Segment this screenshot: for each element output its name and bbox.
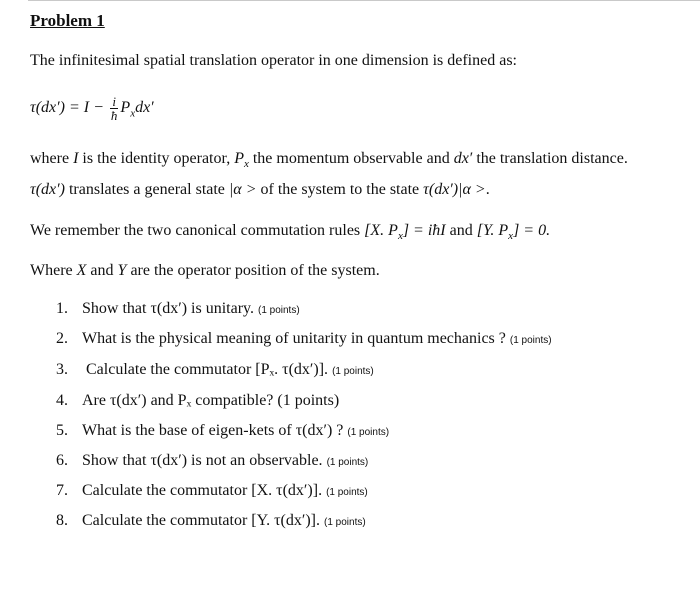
list-item <box>56 512 366 530</box>
list-item <box>56 330 552 348</box>
translates-text-b: translates a general state <box>64 181 229 198</box>
where-text-b: is the identity operator, <box>78 150 235 167</box>
item-number: 3. <box>56 361 68 378</box>
item-points: (1 points) <box>332 366 374 377</box>
problem-title: Problem 1 <box>30 11 105 30</box>
item-text: Calculate the commutator [Y. τ(dx′)]. <box>82 512 321 529</box>
item-points: (1 points) <box>326 457 369 468</box>
list-item <box>56 300 300 318</box>
item-number: 4. <box>56 392 68 409</box>
item-text: Calculate the commutator [Pₓ. τ(dx′)]. <box>82 361 329 378</box>
position-text-b: and <box>86 262 118 279</box>
item-text: Calculate the commutator [X. τ(dx′)]. <box>82 482 323 499</box>
state-ket: |α > <box>228 181 257 198</box>
item-text: Are τ(dx′) and Pₓ compatible? (1 points) <box>82 392 340 409</box>
list-item <box>56 361 374 379</box>
formula-rhs-tail: dx′ <box>135 99 154 117</box>
item-points: (1 points) <box>324 517 366 528</box>
intro-text: The infinitesimal spatial translation operator in one dimension is defined as: <box>30 52 517 69</box>
commutator-x: [X. P <box>364 222 398 239</box>
item-text: What is the base of eigen-kets of τ(dx′) ? <box>82 422 344 439</box>
where-text-a: where <box>30 150 74 167</box>
tau-symbol: τ(dx′) <box>30 181 65 198</box>
list-item <box>56 392 339 410</box>
where-line <box>30 150 628 170</box>
commutation-and: and <box>445 222 477 239</box>
formula-rhs: P <box>120 99 131 117</box>
item-points: (1 points) <box>509 335 552 346</box>
list-item <box>56 452 368 470</box>
item-text: What is the physical meaning of unitarity in quantum mechanics ? <box>82 330 506 347</box>
x-symbol: X <box>76 262 87 279</box>
where-text-d: the translation distance. <box>472 150 628 167</box>
formula-rhs-sub: x <box>130 107 136 120</box>
item-number: 1. <box>56 300 68 317</box>
commutator-y-result: ] = 0. <box>513 222 551 239</box>
list-item <box>56 482 368 500</box>
position-text-a: Where <box>30 262 77 279</box>
item-number: 8. <box>56 512 68 529</box>
y-symbol: Y <box>117 262 127 279</box>
translates-text-d: of the system to the state <box>256 181 424 198</box>
commutator-y: [Y. P <box>476 222 509 239</box>
top-rule <box>28 0 700 1</box>
item-number: 5. <box>56 422 68 439</box>
item-number: 2. <box>56 330 68 347</box>
translates-period: . <box>485 181 490 198</box>
position-text-c: are the operator position of the system. <box>126 262 380 279</box>
item-points: (1 points) <box>326 487 368 498</box>
translated-state: τ(dx′)|α > <box>423 181 486 198</box>
formula-frac-num: i <box>110 95 119 109</box>
momentum-symbol: P <box>234 150 244 167</box>
formula-fraction <box>110 95 119 122</box>
commutator-x-sub: x <box>397 230 403 243</box>
where-text-c: the momentum observable and <box>248 150 454 167</box>
item-number: 7. <box>56 482 68 499</box>
item-text: Show that τ(dx′) is not an observable. <box>82 452 323 469</box>
commutator-y-sub: x <box>508 230 514 243</box>
item-points: (1 points) <box>257 305 300 316</box>
item-number: 6. <box>56 452 68 469</box>
definition-formula <box>30 95 154 122</box>
item-text: Show that τ(dx′) is unitary. <box>82 300 254 317</box>
list-item <box>56 422 389 440</box>
momentum-sub: x <box>243 158 249 171</box>
translates-line <box>30 181 490 199</box>
item-points: (1 points) <box>347 427 390 438</box>
formula-lhs: τ(dx′) = I − <box>30 99 104 117</box>
identity-symbol: I <box>73 150 79 167</box>
commutation-line <box>30 222 550 242</box>
commutator-x-result: ] = iħI <box>402 222 446 239</box>
commutation-text-a: We remember the two canonical commutation rules <box>30 222 365 239</box>
formula-frac-den: ħ <box>110 108 118 123</box>
distance-symbol: dx′ <box>453 150 473 167</box>
position-line <box>30 262 380 280</box>
